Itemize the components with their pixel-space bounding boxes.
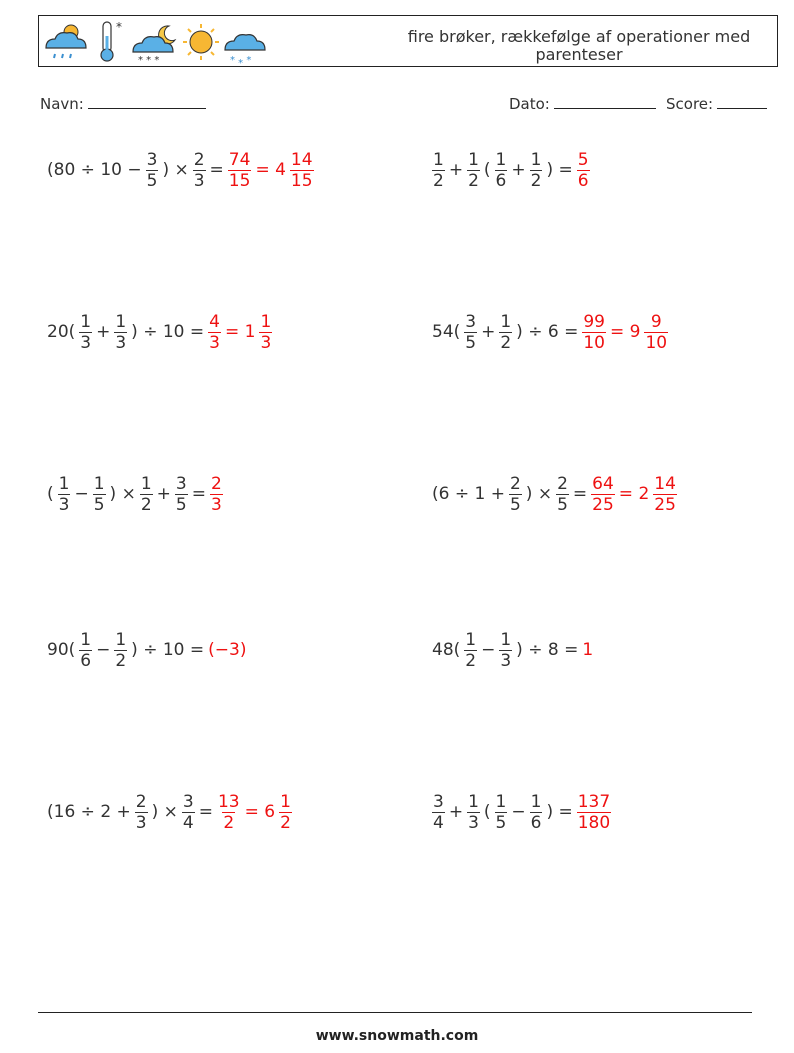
expression-text: ( <box>483 160 491 180</box>
denominator: 2 <box>500 332 512 353</box>
denominator: 6 <box>495 170 507 191</box>
expression-text: = 9 <box>609 322 641 342</box>
numerator: 2 <box>135 791 147 812</box>
numerator: 3 <box>182 791 194 812</box>
denominator: 3 <box>500 650 512 671</box>
numerator: 1 <box>530 149 542 170</box>
weather-icons-strip <box>41 18 273 64</box>
denominator: 3 <box>193 170 205 191</box>
answer-expression <box>580 640 595 660</box>
denominator: 3 <box>260 332 272 353</box>
fraction <box>509 474 522 515</box>
fraction <box>93 474 106 515</box>
problem-5 <box>45 469 225 519</box>
rain-cloud-sun-icon <box>46 25 86 58</box>
denominator: 6 <box>577 170 589 191</box>
denominator: 4 <box>182 812 194 833</box>
problem-9 <box>45 787 294 837</box>
denominator: 3 <box>58 494 70 515</box>
expression-text: ) ÷ 10 = <box>131 640 205 660</box>
problem-2 <box>430 145 592 195</box>
expression-text: + <box>511 160 526 180</box>
question-expression <box>430 312 580 353</box>
expression-text: + <box>448 802 464 822</box>
score-label: Score: <box>666 95 714 113</box>
numerator: 14 <box>654 473 676 494</box>
numerator: 1 <box>500 311 512 332</box>
denominator: 25 <box>654 494 676 515</box>
denominator: 10 <box>645 332 668 353</box>
numerator: 3 <box>465 311 477 332</box>
fraction <box>432 150 445 191</box>
expression-text: = <box>191 484 206 504</box>
expression-text: ) ÷ 8 = <box>516 640 579 660</box>
numerator: 1 <box>260 311 272 332</box>
numerator: 13 <box>217 791 240 812</box>
question-expression <box>430 474 589 515</box>
date-blank[interactable] <box>554 94 656 109</box>
fraction <box>464 630 477 671</box>
numerator: 1 <box>115 629 127 650</box>
numerator: 5 <box>577 149 589 170</box>
problem-3 <box>45 307 274 357</box>
snow-cloud-moon-icon <box>133 26 175 64</box>
denominator: 5 <box>175 494 187 515</box>
expression-text: ) × <box>162 160 189 180</box>
fraction <box>495 792 508 833</box>
expression-text: ) × <box>151 802 178 822</box>
expression-text: = 4 <box>255 160 286 180</box>
worksheet-header <box>38 15 778 67</box>
fraction <box>577 150 590 191</box>
fraction <box>208 312 221 353</box>
numerator: 74 <box>228 149 251 170</box>
expression-text: 90( <box>47 640 76 660</box>
name-label: Navn: <box>40 95 84 113</box>
question-expression <box>45 150 226 191</box>
answer-expression <box>215 792 294 833</box>
question-expression <box>45 474 208 515</box>
expression-text: 20( <box>47 322 76 342</box>
expression-text: ) = <box>546 160 573 180</box>
fraction <box>228 150 252 191</box>
sun-icon <box>183 24 219 60</box>
question-expression <box>45 792 215 833</box>
denominator: 2 <box>468 170 479 191</box>
expression-text: − <box>481 640 496 660</box>
fraction <box>114 312 127 353</box>
fraction <box>644 312 668 353</box>
answer-expression <box>206 640 248 660</box>
denominator: 2 <box>530 170 542 191</box>
numerator: 1 <box>468 791 479 812</box>
denominator: 25 <box>592 494 614 515</box>
name-field[interactable] <box>40 94 206 113</box>
fraction <box>193 150 206 191</box>
problem-4 <box>430 307 670 357</box>
expression-text: = <box>572 484 588 504</box>
fraction <box>79 630 92 671</box>
expression-text: 48( <box>432 640 461 660</box>
denominator: 10 <box>583 332 605 353</box>
numerator: 2 <box>193 149 205 170</box>
numerator: 1 <box>465 629 477 650</box>
answer-expression <box>208 474 225 515</box>
expression-text: 1 <box>582 640 594 660</box>
name-blank[interactable] <box>88 94 206 109</box>
expression-text: = 6 <box>244 802 276 822</box>
numerator: 2 <box>210 473 222 494</box>
fraction <box>135 792 148 833</box>
numerator: 1 <box>500 629 512 650</box>
denominator: 3 <box>115 332 127 353</box>
score-blank[interactable] <box>717 94 767 109</box>
expression-text: = <box>209 160 224 180</box>
fraction <box>146 150 159 191</box>
problem-6 <box>430 469 679 519</box>
denominator: 2 <box>433 170 444 191</box>
score-field[interactable] <box>666 94 767 113</box>
denominator: 5 <box>465 332 477 353</box>
thermometer-icon <box>101 20 122 61</box>
expression-text: ) × <box>109 484 136 504</box>
fraction <box>464 312 477 353</box>
numerator: 137 <box>577 791 611 812</box>
question-expression <box>45 312 206 353</box>
denominator: 2 <box>140 494 152 515</box>
fraction <box>577 792 611 833</box>
expression-text: − <box>74 484 89 504</box>
expression-text: ( <box>47 484 54 504</box>
denominator: 3 <box>210 494 222 515</box>
svg-text:* ⁎ *: * ⁎ * <box>230 55 252 64</box>
worksheet-title: fire brøker, rækkefølge af operationer med parenteser <box>407 27 751 64</box>
fraction <box>591 474 615 515</box>
fraction <box>182 792 195 833</box>
expression-text: = 1 <box>224 322 256 342</box>
denominator: 2 <box>115 650 127 671</box>
numerator: 1 <box>115 311 127 332</box>
numerator: 1 <box>468 149 479 170</box>
denominator: 5 <box>495 812 507 833</box>
svg-text:*: * <box>116 20 122 34</box>
numerator: 1 <box>495 791 507 812</box>
fraction <box>530 792 543 833</box>
fraction <box>467 150 480 191</box>
expression-text: − <box>96 640 111 660</box>
denominator: 3 <box>209 332 220 353</box>
expression-text: ) = <box>546 802 573 822</box>
fraction <box>175 474 188 515</box>
answer-expression <box>589 474 679 515</box>
expression-text: ( <box>483 802 491 822</box>
answer-expression <box>575 792 613 833</box>
numerator: 1 <box>433 149 444 170</box>
denominator: 15 <box>228 170 251 191</box>
numerator: 4 <box>209 311 220 332</box>
fraction <box>653 474 677 515</box>
numerator: 3 <box>146 149 158 170</box>
denominator: 2 <box>223 812 235 833</box>
fraction <box>79 312 92 353</box>
expression-text: = 2 <box>618 484 650 504</box>
fraction <box>259 312 272 353</box>
fraction <box>210 474 223 515</box>
answer-expression <box>206 312 274 353</box>
numerator: 9 <box>650 311 662 332</box>
expression-text: 54( <box>432 322 461 342</box>
denominator: 15 <box>290 170 313 191</box>
date-field[interactable] <box>509 94 656 113</box>
denominator: 180 <box>577 812 611 833</box>
denominator: 2 <box>280 812 291 833</box>
fraction <box>290 150 314 191</box>
answer-expression <box>226 150 316 191</box>
expression-text: + <box>156 484 171 504</box>
question-expression <box>430 630 580 671</box>
denominator: 4 <box>433 812 444 833</box>
fraction <box>114 630 127 671</box>
answer-expression <box>580 312 670 353</box>
svg-text:* * *: * * * <box>138 55 160 64</box>
numerator: 3 <box>175 473 187 494</box>
numerator: 2 <box>557 473 568 494</box>
expression-text: = <box>198 802 213 822</box>
numerator: 1 <box>58 473 70 494</box>
denominator: 3 <box>468 812 479 833</box>
expression-text: (6 ÷ 1 + <box>432 484 505 504</box>
numerator: 99 <box>583 311 605 332</box>
fraction <box>279 792 292 833</box>
expression-text: ) ÷ 6 = <box>516 322 579 342</box>
expression-text: + <box>481 322 496 342</box>
numerator: 1 <box>280 791 291 812</box>
numerator: 64 <box>592 473 614 494</box>
rain-snow-cloud-icon <box>225 35 265 64</box>
fraction <box>140 474 153 515</box>
fraction <box>530 150 543 191</box>
expression-text: + <box>96 322 111 342</box>
question-expression <box>45 630 206 671</box>
expression-text: (16 ÷ 2 + <box>47 802 131 822</box>
denominator: 5 <box>93 494 105 515</box>
denominator: 5 <box>557 494 568 515</box>
expression-text: ) × <box>525 484 553 504</box>
denominator: 5 <box>146 170 158 191</box>
fraction <box>582 312 606 353</box>
fraction <box>467 792 480 833</box>
denominator: 3 <box>135 812 147 833</box>
numerator: 1 <box>80 629 92 650</box>
fraction <box>432 792 445 833</box>
fraction <box>499 312 512 353</box>
fraction <box>217 792 241 833</box>
fraction <box>495 150 508 191</box>
denominator: 6 <box>530 812 542 833</box>
numerator: 14 <box>290 149 313 170</box>
problem-1 <box>45 145 316 195</box>
numerator: 1 <box>530 791 542 812</box>
numerator: 1 <box>495 149 507 170</box>
problem-7 <box>45 625 248 675</box>
expression-text: (80 ÷ 10 − <box>47 160 142 180</box>
numerator: 2 <box>509 473 521 494</box>
denominator: 3 <box>80 332 92 353</box>
denominator: 2 <box>465 650 477 671</box>
footer-site: www.snowmath.com <box>315 1028 479 1044</box>
denominator: 6 <box>80 650 92 671</box>
numerator: 1 <box>93 473 105 494</box>
numerator: 3 <box>433 791 444 812</box>
answer-expression <box>575 150 592 191</box>
expression-text: (−3) <box>208 640 247 660</box>
date-label: Dato: <box>509 95 550 113</box>
denominator: 5 <box>509 494 521 515</box>
expression-text: + <box>448 160 464 180</box>
fraction <box>499 630 512 671</box>
fraction <box>58 474 71 515</box>
fraction <box>556 474 569 515</box>
question-expression <box>430 150 575 191</box>
question-expression <box>430 792 575 833</box>
expression-text: − <box>511 802 526 822</box>
numerator: 1 <box>140 473 152 494</box>
expression-text: ) ÷ 10 = <box>131 322 205 342</box>
numerator: 1 <box>80 311 92 332</box>
problem-10 <box>430 787 613 837</box>
footer-divider <box>38 1012 752 1013</box>
problem-8 <box>430 625 595 675</box>
